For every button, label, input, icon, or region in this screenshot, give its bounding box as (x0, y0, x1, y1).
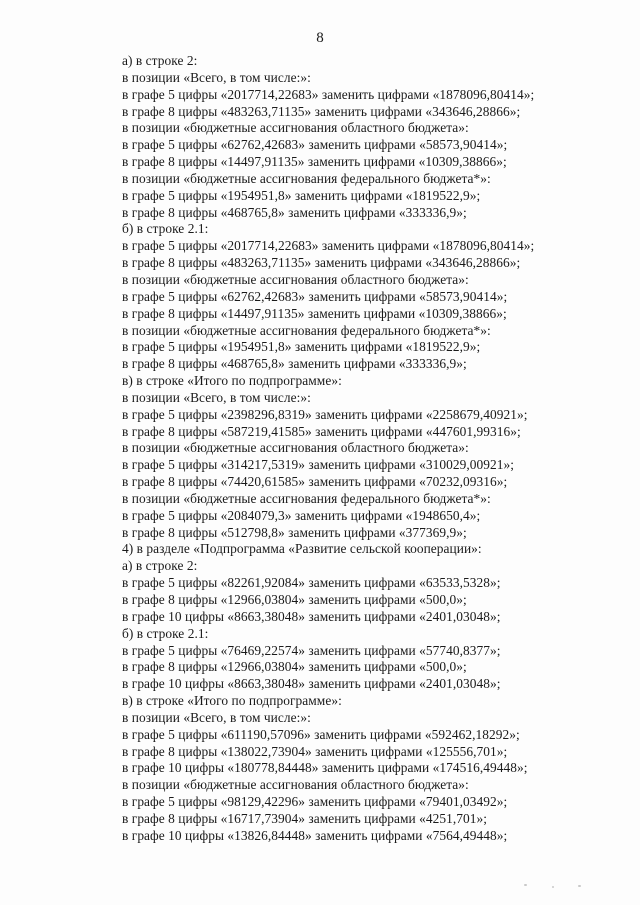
text-line: в графе 8 цифры «483263,71135» заменить цифрами «343646,28866»; (122, 103, 521, 119)
scan-speck (552, 886, 554, 888)
text-line: в графе 8 цифры «12966,03804» заменить цифрами «500,0»; (122, 659, 467, 675)
text-line: в графе 8 цифры «512798,8» заменить цифрами «377369,9»; (122, 524, 467, 540)
amendment-list (122, 53, 622, 845)
text-line: в позиции «бюджетные ассигнования областного бюджета»: (122, 440, 469, 456)
text-line: в графе 8 цифры «14497,91135» заменить цифрами «10309,38866»; (122, 154, 507, 170)
text-line: в графе 5 цифры «82261,92084» заменить цифрами «63533,5328»; (122, 575, 501, 591)
text-line: в позиции «бюджетные ассигнования областного бюджета»: (122, 777, 469, 793)
text-line: в позиции «бюджетные ассигнования федерального бюджета*»: (122, 170, 491, 186)
text-line: в позиции «бюджетные ассигнования федерального бюджета*»: (122, 322, 491, 338)
text-line: в графе 5 цифры «2084079,3» заменить цифрами «1948650,4»; (122, 507, 481, 523)
text-line: в позиции «Всего, в том числе:»: (122, 709, 311, 725)
text-line: в графе 5 цифры «1954951,8» заменить цифрами «1819522,9»; (122, 339, 481, 355)
text-line: в графе 10 цифры «13826,84448» заменить цифрами «7564,49448»; (122, 827, 508, 843)
scan-speck (578, 885, 581, 887)
text-line: в графе 10 цифры «8663,38048» заменить цифрами «2401,03048»; (122, 676, 501, 692)
text-line: в графе 8 цифры «483263,71135» заменить цифрами «343646,28866»; (122, 255, 521, 271)
text-line: в графе 10 цифры «180778,84448» заменить цифрами «174516,49448»; (122, 760, 528, 776)
text-line: в позиции «Всего, в том числе:»: (122, 389, 311, 405)
page-number: 8 (316, 30, 324, 46)
text-line: в позиции «Всего, в том числе:»: (122, 69, 311, 85)
text-line: в графе 5 цифры «314217,5319» заменить цифрами «310029,00921»; (122, 457, 515, 473)
text-line: в графе 8 цифры «468765,8» заменить цифрами «333336,9»; (122, 356, 467, 372)
text-line: в графе 5 цифры «62762,42683» заменить цифрами «58573,90414»; (122, 288, 508, 304)
text-line: б) в строке 2.1: (122, 625, 209, 641)
text-line: в графе 5 цифры «76469,22574» заменить цифрами «57740,8377»; (122, 642, 501, 658)
text-line: 4) в разделе «Подпрограмма «Развитие сельской кооперации»: (122, 541, 482, 557)
text-line: в графе 5 цифры «62762,42683» заменить цифрами «58573,90414»; (122, 137, 508, 153)
text-line: в позиции «бюджетные ассигнования областного бюджета»: (122, 271, 469, 287)
text-line: в позиции «бюджетные ассигнования областного бюджета»: (122, 120, 469, 136)
text-line: а) в строке 2: (122, 53, 198, 68)
text-line: в графе 8 цифры «74420,61585» заменить цифрами «70232,09316»; (122, 474, 508, 490)
text-line: в) в строке «Итого по подпрограмме»: (122, 693, 342, 709)
text-line: а) в строке 2: (122, 558, 198, 574)
text-line: в графе 8 цифры «468765,8» заменить цифрами «333336,9»; (122, 204, 467, 220)
text-line: в графе 8 цифры «14497,91135» заменить цифрами «10309,38866»; (122, 305, 507, 321)
text-line: в графе 8 цифры «138022,73904» заменить цифрами «125556,701»; (122, 743, 508, 759)
text-line: в графе 8 цифры «12966,03804» заменить цифрами «500,0»; (122, 592, 467, 607)
text-line: в графе 8 цифры «16717,73904» заменить цифрами «4251,701»; (122, 810, 488, 826)
text-line: в графе 5 цифры «2017714,22683» заменить цифрами «1878096,80414»; (122, 86, 535, 102)
text-line: в графе 8 цифры «587219,41585» заменить цифрами «447601,99316»; (122, 423, 521, 439)
text-line: в графе 5 цифры «2017714,22683» заменить цифрами «1878096,80414»; (122, 238, 535, 254)
text-line: в графе 10 цифры «8663,38048» заменить цифрами «2401,03048»; (122, 608, 501, 624)
text-line: б) в строке 2.1: (122, 221, 209, 237)
text-line: в графе 5 цифры «2398296,8319» заменить цифрами «2258679,40921»; (122, 406, 528, 422)
scan-speck (524, 884, 527, 886)
text-line: в графе 5 цифры «98129,42296» заменить цифрами «79401,03492»; (122, 794, 508, 810)
text-line: в) в строке «Итого по подпрограмме»: (122, 373, 342, 389)
text-line: в позиции «бюджетные ассигнования федерального бюджета*»: (122, 490, 491, 506)
text-line: в графе 5 цифры «1954951,8» заменить цифрами «1819522,9»; (122, 187, 481, 203)
text-line: в графе 5 цифры «611190,57096» заменить цифрами «592462,18292»; (122, 726, 520, 742)
